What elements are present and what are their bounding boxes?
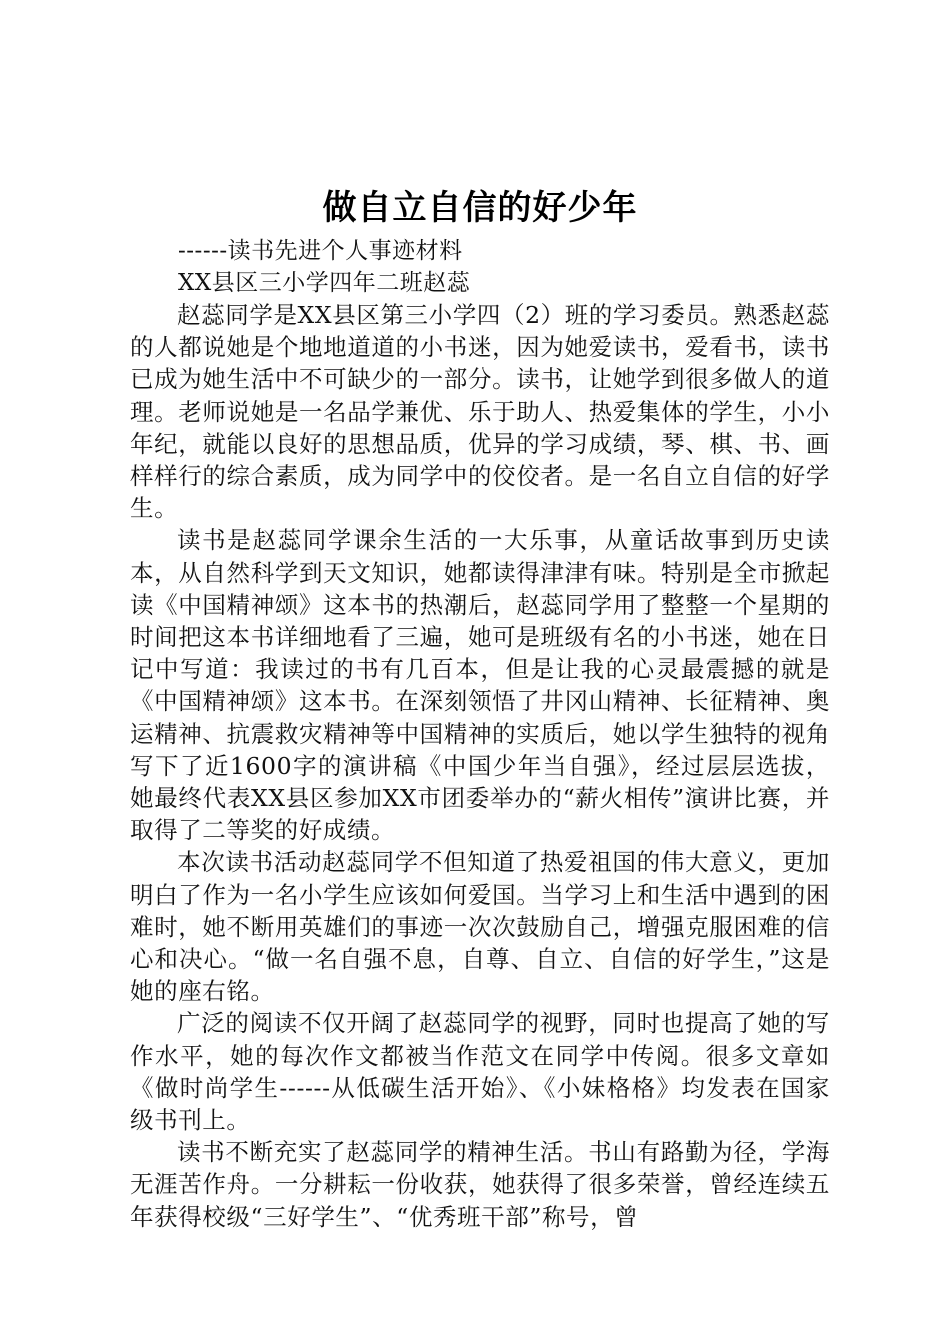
author-line: XX县区三小学四年二班赵蕊 [178,270,471,296]
paragraph-4: 广泛的阅读不仅开阔了赵蕊同学的视野，同时也提高了她的写作水平，她的每次作文都被当作范文在同学中传阅。很多文章如《做时尚学生------从低碳生活开始》、《小妹格格》均发表在国家级书刊上。 [130,1009,830,1135]
document-title: 做自立自信的好少年 [322,188,638,228]
document-subtitle: ------读书先进个人事迹材料 [178,238,463,264]
paragraph-1: 赵蕊同学是XX县区第三小学四（2）班的学习委员。熟悉赵蕊的人都说她是个地地道道的小书迷，因为她爱读书，爱看书，读书已成为她生活中不可缺少的一部分。读书，让她学到很多做人的道理。老师说她是一名品学兼优、乐于助人、热爱集体的学生，小小年纪，就能以良好的思想品质，优异的学习成绩，琴、棋、书、画样样行的综合素质，成为同学中的佼佼者。是一名自立自信的好学生。 [130,301,830,523]
document-body [130,184,830,1233]
paragraph-5: 读书不断充实了赵蕊同学的精神生活。书山有路勤为径，学海无涯苦作舟。一分耕耘一份收获，她获得了很多荣誉，曾经连续五年获得校级“三好学生”、“优秀班干部”称号，曾 [130,1138,830,1231]
paragraph-2: 读书是赵蕊同学课余生活的一大乐事，从童话故事到历史读本，从自然科学到天文知识，她都读得津津有味。特别是全市掀起读《中国精神颂》这本书的热潮后，赵蕊同学用了整整一个星期的时间把这本书详细地看了三遍，她可是班级有名的小书迷，她在日记中写道：我读过的书有几百本，但是让我的心灵最震撼的就是《中国精神颂》这本书。在深刻领悟了井冈山精神、长征精神、奥运精神、抗震救灾精神等中国精神的实质后，她以学生独特的视角写下了近1600字的演讲稿《中国少年当自强》，经过层层选拔，她最终代表XX县区参加XX市团委举办的“薪火相传”演讲比赛，并取得了二等奖的好成绩。 [130,526,830,845]
paragraph-3: 本次读书活动赵蕊同学不但知道了热爱祖国的伟大意义，更加明白了作为一名小学生应该如何爱国。当学习上和生活中遇到的困难时，她不断用英雄们的事迹一次次鼓励自己，增强克服困难的信心和决心。“做一名自强不息，自尊、自立、自信的好学生，”这是她的座右铭。 [130,848,830,1006]
